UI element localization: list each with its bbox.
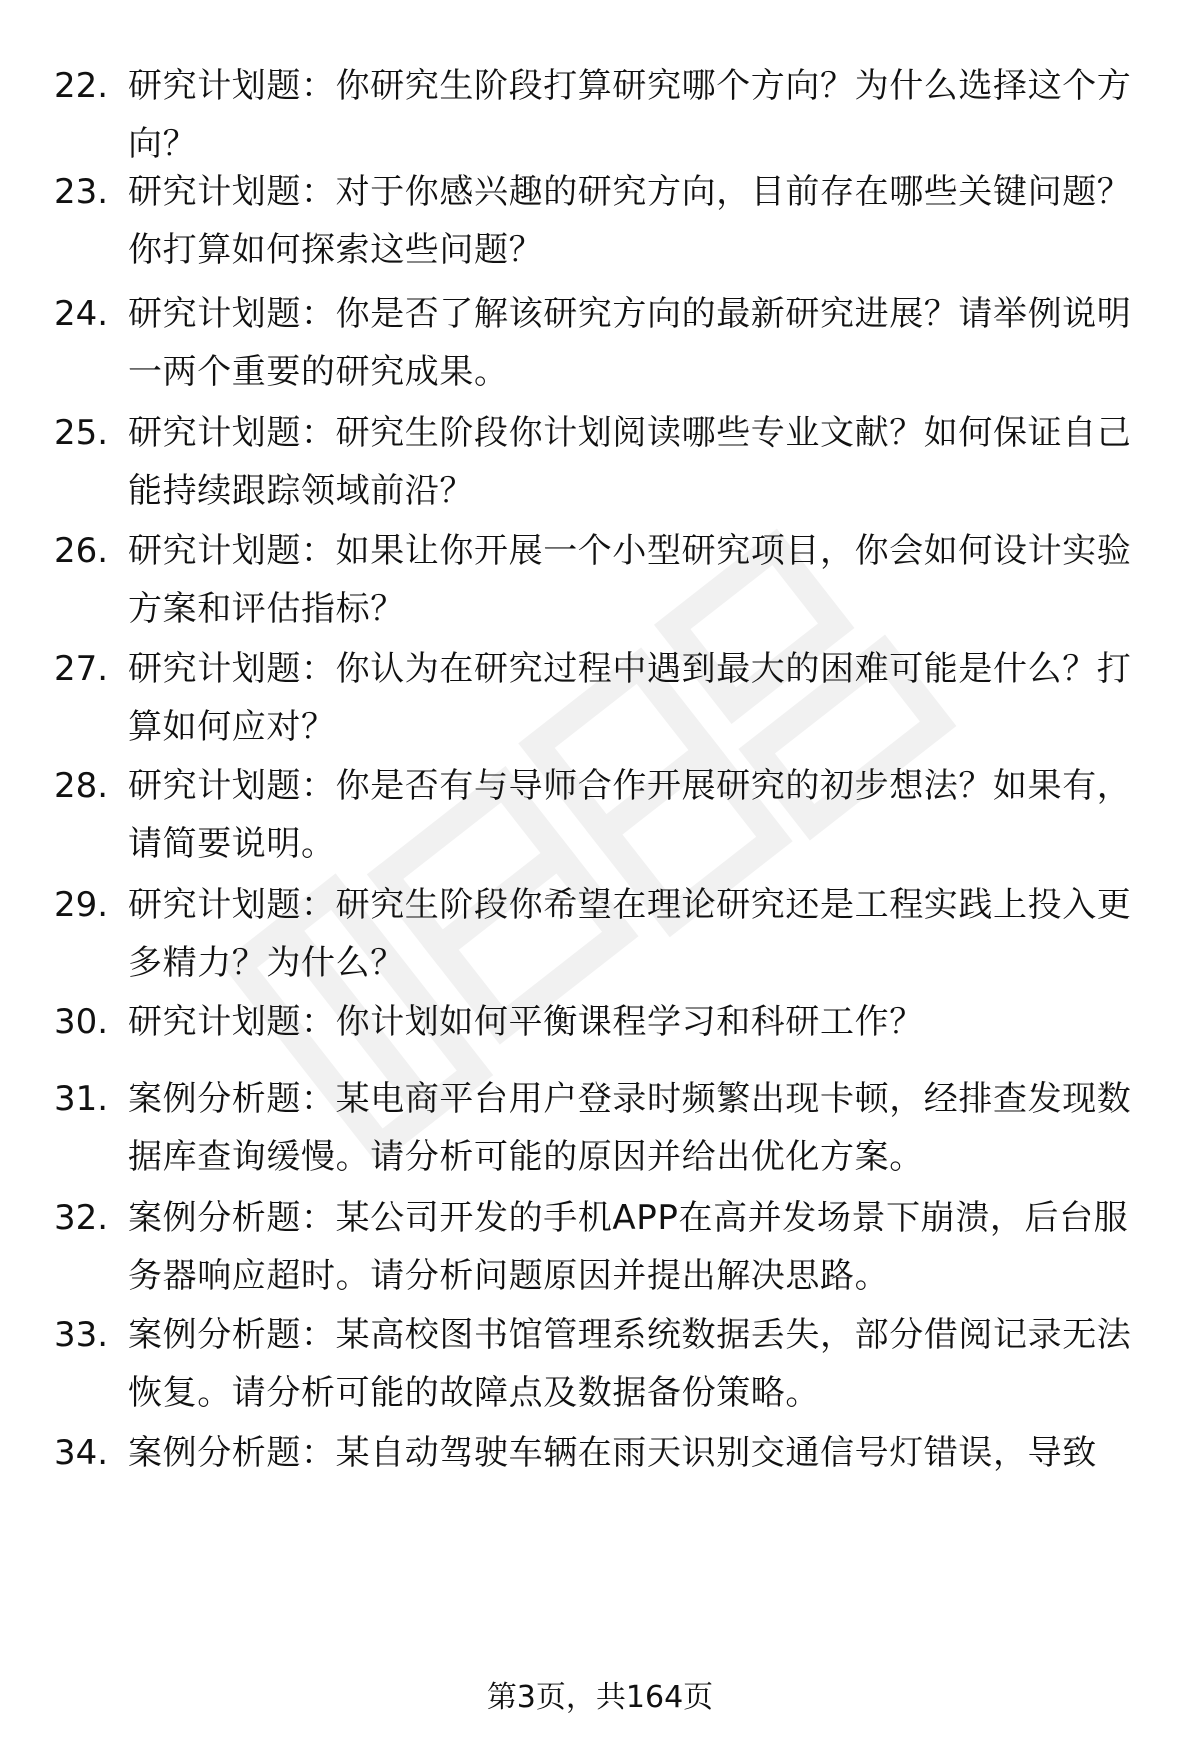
question-text: 研究计划题：你认为在研究过程中遇到最大的困难可能是什么？打算如何应对？ [128, 649, 1132, 747]
question-number: 23. [54, 172, 109, 212]
question-text: 研究计划题：研究生阶段你计划阅读哪些专业文献？如何保证自己能持续跟踪领域前沿？ [128, 413, 1132, 511]
question-number: 34. [54, 1433, 109, 1473]
question-text: 案例分析题：某电商平台用户登录时频繁出现卡顿，经排查发现数据库查询缓慢。请分析可能的原因并给出优化方案。 [128, 1079, 1132, 1177]
question-text: 案例分析题：某公司开发的手机APP在高并发场景下崩溃，后台服务器响应超时。请分析问题原因并提出解决思路。 [128, 1198, 1129, 1296]
question-text: 研究计划题：研究生阶段你希望在理论研究还是工程实践上投入更多精力？为什么？ [128, 885, 1132, 983]
question-number: 30. [54, 1002, 109, 1042]
question-number: 26. [54, 531, 109, 571]
question-number: 28. [54, 766, 109, 806]
question-number: 27. [54, 649, 109, 689]
question-number: 25. [54, 413, 109, 453]
question-text: 研究计划题：你研究生阶段打算研究哪个方向？为什么选择这个方向？ [128, 66, 1132, 164]
question-text: 案例分析题：某自动驾驶车辆在雨天识别交通信号灯错误，导致 [128, 1433, 1097, 1473]
question-text: 研究计划题：你是否有与导师合作开展研究的初步想法？如果有，请简要说明。 [128, 766, 1132, 864]
question-number: 33. [54, 1315, 109, 1355]
question-text: 案例分析题：某高校图书馆管理系统数据丢失，部分借阅记录无法恢复。请分析可能的故障点及数据备份策略。 [128, 1315, 1132, 1413]
question-number: 29. [54, 885, 109, 925]
question-text: 研究计划题：如果让你开展一个小型研究项目，你会如何设计实验方案和评估指标？ [128, 531, 1132, 629]
question-number: 22. [54, 66, 109, 106]
question-number: 24. [54, 294, 109, 334]
question-text: 研究计划题：你计划如何平衡课程学习和科研工作？ [128, 1002, 924, 1042]
page-number: 第3页，共164页 [486, 1680, 714, 1715]
question-number: 31. [54, 1079, 109, 1119]
question-text: 研究计划题：对于你感兴趣的研究方向，目前存在哪些关键问题？你打算如何探索这些问题？ [128, 172, 1132, 270]
question-text: 研究计划题：你是否了解该研究方向的最新研究进展？请举例说明一两个重要的研究成果。 [128, 294, 1132, 392]
question-number: 32. [54, 1198, 109, 1238]
